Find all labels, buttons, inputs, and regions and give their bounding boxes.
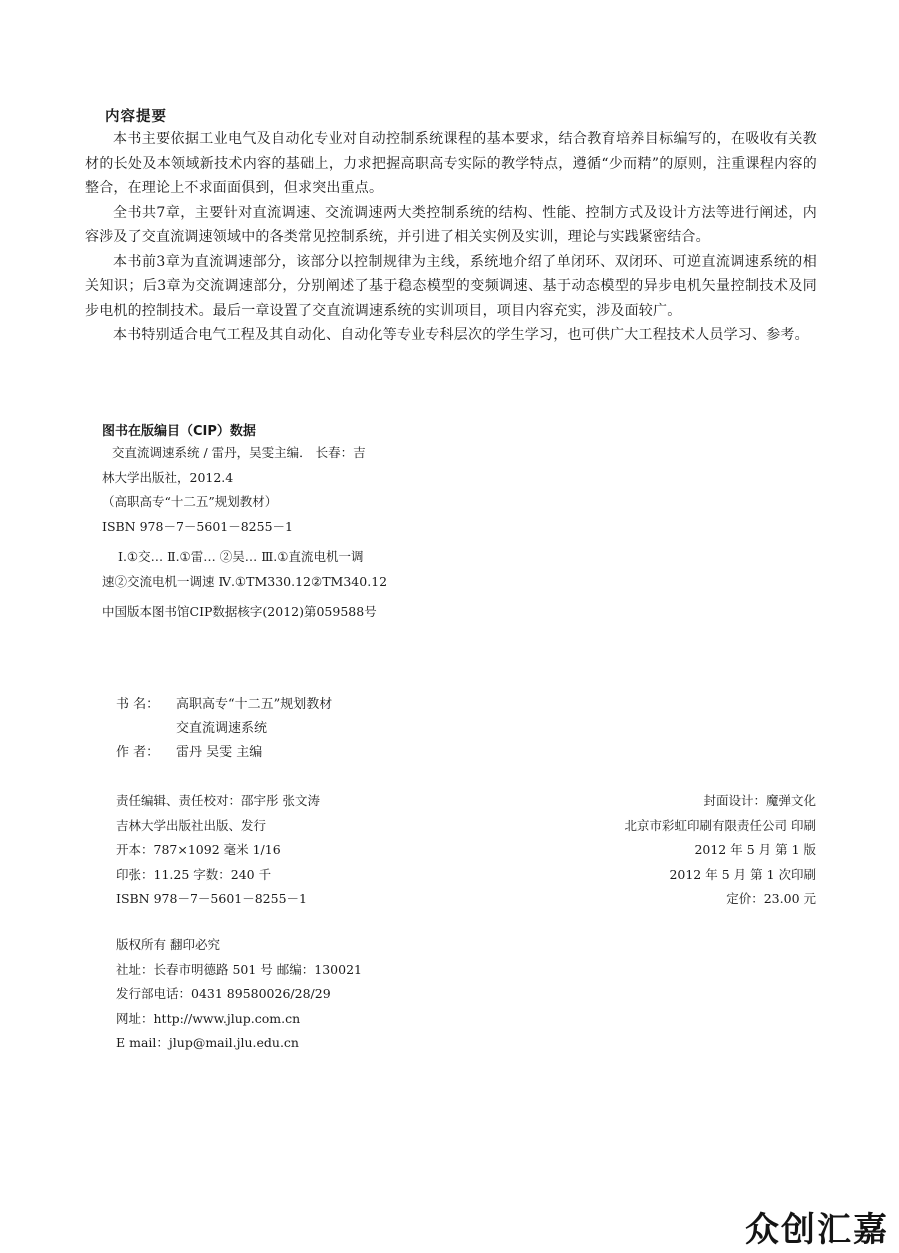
pub-sheets: 印张：11.25 字数：240 千 <box>116 866 272 882</box>
contact-phone: 发行部电话：0431 89580026/28/29 <box>116 986 331 1001</box>
cip-line: 速②交流电机一调速 Ⅳ.①TM330.12②TM340.12 <box>102 573 388 589</box>
pub-isbn: ISBN 978－7－5601－8255－1 <box>116 891 307 906</box>
summary-title: 内容提要 <box>105 109 167 125</box>
summary-paragraph-1: 本书主要依据工业电气及自动化专业对自动控制系统课程的基本要求，结合教育培养目标编写的，在吸收有关教材的长处及本领域新技术内容的基础上，力求把握高职高专实际的教学特点，遵循“少而精”的原则，注重课程内容的整合，在理论上不求面面俱到，但求突出重点。 <box>85 131 817 196</box>
cip-block <box>102 441 542 625</box>
cip-line: 中国版本图书馆CIP数据核字(2012)第059588号 <box>102 604 377 619</box>
watermark: 众创汇嘉 <box>745 1210 889 1250</box>
pub-publisher: 吉林大学出版社出版、发行 <box>116 817 267 833</box>
pub-row <box>116 789 816 814</box>
cip-title: 图书在版编目（CIP）数据 <box>102 424 256 439</box>
summary-paragraph-3: 本书前3章为直流调速部分，该部分以控制规律为主线，系统地介绍了单闭环、双闭环、可逆直流调速系统的相关知识；后3章为交流调速部分，分别阐述了基于稳态模型的变频调速、基于动态模型的异步电机矢量控制技术及同步电机的控制技术。最后一章设置了交直流调速系统的实训项目，项目内容充实，涉及面较广。 <box>85 253 817 319</box>
book-author-value: 雷丹 吴雯 主编 <box>176 745 263 760</box>
pub-row <box>116 838 816 863</box>
book-author-label: 作 者： <box>116 745 160 760</box>
pub-price: 定价：23.00 元 <box>726 891 816 906</box>
book-author-row <box>116 741 332 765</box>
contact-address: 社址：长春市明德路 501 号 邮编：130021 <box>116 961 362 977</box>
cip-line: 交直流调速系统 / 雷丹，吴雯主编． 长春：吉 <box>112 445 366 460</box>
pub-printing: 2012 年 5 月 第 1 次印刷 <box>669 866 816 882</box>
pub-printer: 北京市彩虹印刷有限责任公司 印刷 <box>624 817 816 833</box>
pub-edition: 2012 年 5 月 第 1 版 <box>694 842 816 857</box>
book-info <box>116 693 332 765</box>
book-name-label: 书 名： <box>116 697 160 712</box>
contact-info <box>116 933 362 1056</box>
summary-paragraph-4: 本书特别适合电气工程及其自动化、自动化等专业专科层次的学生学习，也可供广大工程技术人员学习、参考。 <box>113 327 809 343</box>
cip-line: 林大学出版社，2012.4 <box>102 469 234 485</box>
book-name-row <box>116 693 332 717</box>
pub-cover: 封面设计：魔弹文化 <box>703 793 816 808</box>
pub-row <box>116 814 816 839</box>
summary-body <box>85 127 817 348</box>
contact-rights: 版权所有 翻印必究 <box>116 937 220 952</box>
contact-web: 网址：http://www.jlup.com.cn <box>116 1010 301 1026</box>
publication-info <box>116 789 816 912</box>
cip-line: ISBN 978－7－5601－8255－1 <box>102 518 293 534</box>
pub-row <box>116 887 816 912</box>
pub-row <box>116 863 816 888</box>
pub-format: 开本：787×1092 毫米 1/16 <box>116 842 281 857</box>
summary-paragraph-2: 全书共7章，主要针对直流调速、交流调速两大类控制系统的结构、性能、控制方式及设计方法等进行阐述，内容涉及了交直流调速领域中的各类常见控制系统，并引进了相关实例及实训，理论与实践紧密结合。 <box>85 204 817 245</box>
cip-line: （高职高专“十二五”规划教材） <box>102 494 278 509</box>
book-name-value: 高职高专“十二五”规划教材 <box>176 697 333 712</box>
book-name-value-2: 交直流调速系统 <box>176 721 268 736</box>
cip-line: Ⅰ.①交… Ⅱ.①雷… ②吴… Ⅲ.①直流电机一调 <box>118 549 364 564</box>
pub-editor: 责任编辑、责任校对：邵宇彤 张文涛 <box>116 793 320 808</box>
contact-email: E mail：jlup@mail.jlu.edu.cn <box>116 1035 299 1050</box>
